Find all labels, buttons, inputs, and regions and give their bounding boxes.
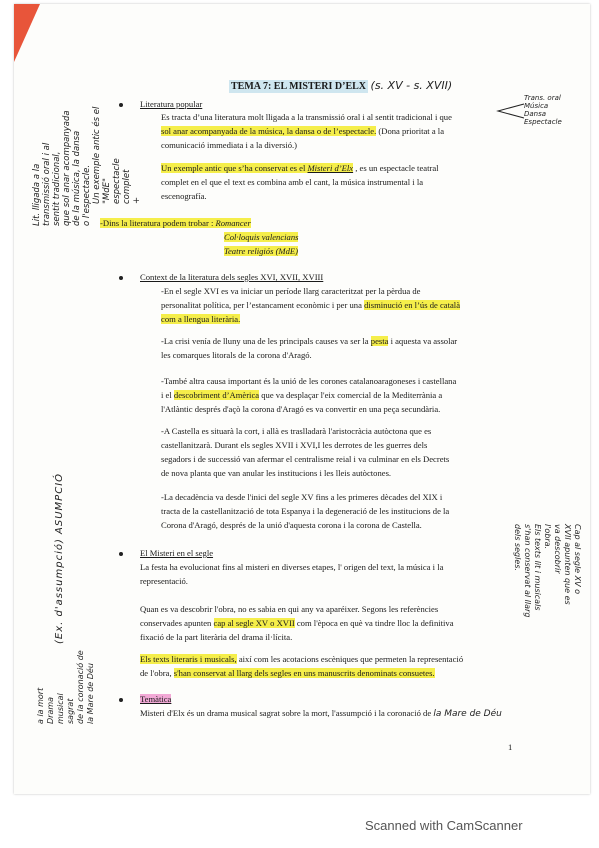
heading-tematica: Temàtica (140, 694, 172, 704)
margin-note-right-bottom: Cap al segle XV o XVII apunten que es va descobrir l'obra. Els texts lit i musicals s'han conservat al llarg dels segles. (513, 524, 582, 618)
paragraph-castella: -A Castella es situarà la cort, i allà es traslladarà l'aristocràcia autòctona que es castellanitzarà. Durant els segles XVII i XVI,I les derrotes de les guerres dels segadors i de successió van afermar el centralisme reial i va culminar en els Decrets de nova planta que van anular les institucions i les lleis autòctones. (161, 426, 450, 478)
page-title (229, 79, 452, 92)
paragraph-descobrir: Quan es va descobrir l'obra, no es sabia en qui any va aparéixer. Segons les referències conservades apunten cap al segle XV o XVII com l'època en què va tindre lloc la definitiva fixació de la part literària del drama il·lícita. (140, 604, 454, 642)
paragraph-texts: Els texts literaris i musicals, així com les acotacions escèniques que permeten la representació de l'obra, s'han conservat al llarg dels segles en uns manuscrits denominats consuetes. (140, 654, 464, 678)
paragraph-festa: La festa ha evolucionat fins al misteri en diverses etapes, l' origen del text, la música i la representació. (140, 562, 444, 586)
margin-note-left-top-2: Un exemple antic és el "MdE" espectacle complet + (92, 106, 142, 204)
scanner-footer: Scanned with CamScanner (365, 818, 523, 833)
bullet-icon (119, 698, 123, 702)
title-handwritten-note: (s. XV - s. XVII) (370, 79, 453, 92)
page-corner-mark (14, 4, 40, 62)
bullet-icon (119, 276, 123, 280)
margin-note-left-bottom-big: (Ex. d'assumpció) ASUMPCIÓ (54, 472, 65, 644)
title-text: TEMA 7: EL MISTERI D’ELX (231, 81, 367, 92)
scanned-page (14, 4, 590, 794)
heading-context: Context de la literatura dels segles XVI, XVII, XVIII (140, 272, 324, 282)
margin-note-left-bottom: a la mort Drama musical sagrat de la coronació de la Mare de Déu (36, 650, 95, 724)
margin-note-left-top: Lit. lligada a la transmissió oral i al sentit tradicional, que sol anar acompanyada de la música, la dansa o l'espectacle. (32, 110, 92, 226)
margin-note-right-top: Trans. oral Música Dansa Espectacle (524, 94, 562, 126)
heading-literatura-popular: Literatura popular (140, 99, 203, 109)
heading-misteri-segle: El Misteri en el segle (140, 548, 214, 558)
bullet-icon (119, 552, 123, 556)
paragraph-unio-corones: -També altra causa important és la unió de les corones catalanoaragoneses i castellana i el descobriment d’Amèrica que va desplaçar l'eix comercial de la Mediterrània a l'Atlàntic després d'açò la corona d'Aragó es va convertir en una peça secundària. (161, 376, 457, 414)
paragraph-literatura-popular: Es tracta d’una literatura molt lligada a la transmissió oral i al sentit tradicional i que sol anar acompanyada de la música, la dansa o de l’espectacle. (Dona prioritat a la comunicació immediata i a la diversió.) (161, 112, 452, 150)
arrow-icon (492, 102, 526, 120)
paragraph-exemple: Un exemple antic que s’ha conservat es el Misteri d’Elx , es un espectacle teatral complet en el que el text es combina amb el cant, la música instrumental i la escenografía. (161, 163, 439, 201)
paragraph-crisi: -La crisi venía de lluny una de les principals causes va ser la pesta i aquesta va assolar les comarques litorals de la corona d'Aragó. (161, 336, 458, 360)
dins-item-teatre: Teatre religiós (MdE) (224, 246, 298, 256)
dins-literatura: -Dins la literatura podem trobar : Romancer (100, 218, 251, 228)
paragraph-segle-xvi: -En el segle XVI es va iniciar un període llarg caracteritzat per la pèrdua de personalitat política, per l’estancament econòmic i per una disminució en l’ús de català com a llengua literària. (161, 286, 461, 324)
dins-item-colloquis: Col·loquis valencians (224, 232, 299, 242)
paragraph-decadencia: -La decadència va desde l'inici del segle XV fins a les primeres dècades del XIX i tracta de la castellanització de tota Espanya i la degeneració de les institucions de la Corona d'Aragó, després de la unió d'aquesta corona i la corona de Castella. (161, 492, 450, 530)
paragraph-tematica: Misteri d'Elx és un drama musical sagrat sobre la mort, l'assumpció i la coronació de la Mare de Déu (140, 708, 502, 719)
page-number: 1 (508, 742, 513, 752)
